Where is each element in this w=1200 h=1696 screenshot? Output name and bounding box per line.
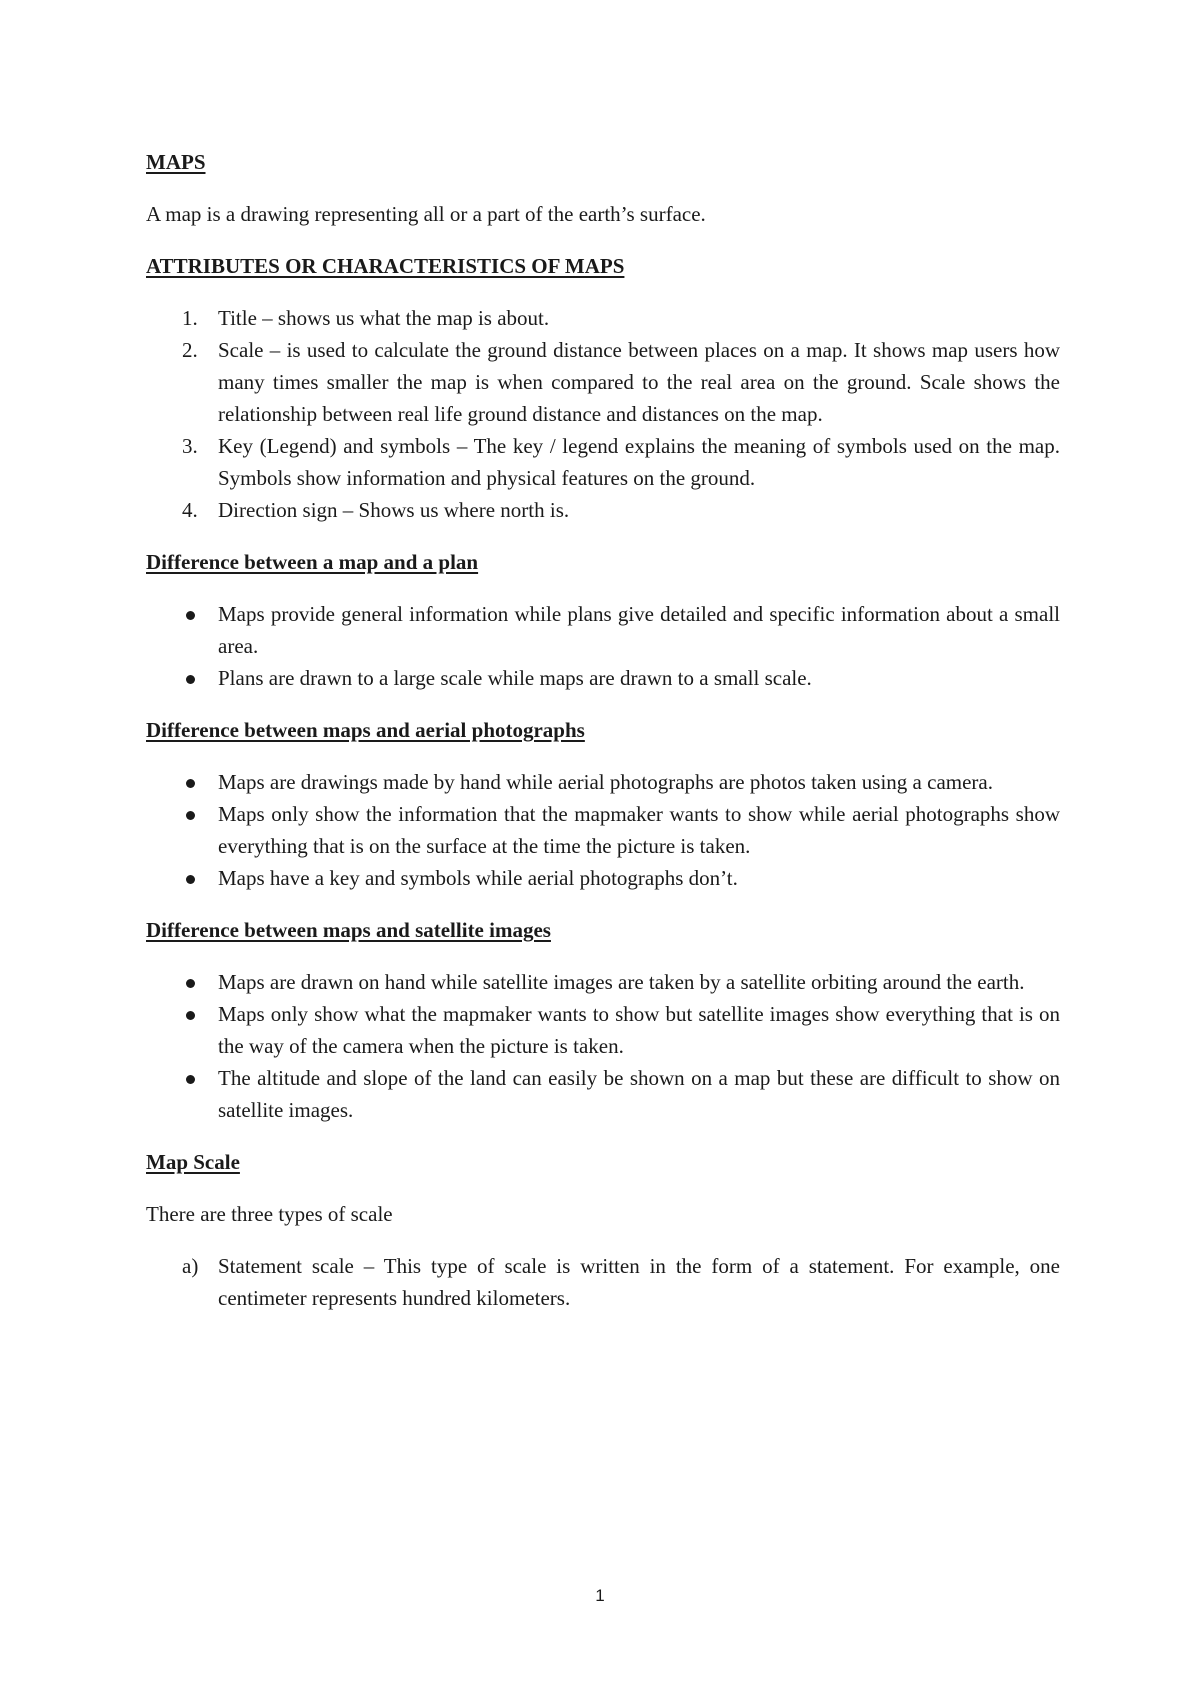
list-item [146, 302, 1060, 334]
list-item-text: Title – shows us what the map is about. [218, 306, 550, 330]
list-item [146, 1250, 1060, 1314]
map-scale-intro: There are three types of scale [146, 1202, 393, 1226]
list-item-text: Maps only show what the mapmaker wants to show but satellite images show everything that is on the way of the camera when the picture is taken. [218, 1002, 1060, 1058]
list-item-text: Direction sign – Shows us where north is. [218, 498, 570, 522]
list-item [146, 766, 1060, 798]
document-title: MAPS [146, 150, 206, 174]
list-number: 2. [182, 338, 198, 362]
bullet-icon [186, 675, 195, 684]
list-number: 4. [182, 498, 198, 522]
list-item [146, 798, 1060, 862]
list-item-text: Plans are drawn to a large scale while maps are drawn to a small scale. [218, 666, 812, 690]
list-item [146, 998, 1060, 1062]
list-number: 1. [182, 306, 198, 330]
bullet-icon [186, 875, 195, 884]
list-item [146, 598, 1060, 662]
list-letter: a) [182, 1254, 199, 1278]
bullet-icon [186, 779, 195, 788]
bullet-icon [186, 811, 195, 820]
intro-paragraph: A map is a drawing representing all or a part of the earth’s surface. [146, 202, 706, 226]
attributes-list [146, 302, 1060, 526]
list-item-text: Maps are drawings made by hand while aerial photographs are photos taken using a camera. [218, 770, 993, 794]
attributes-heading: ATTRIBUTES OR CHARACTERISTICS OF MAPS [146, 254, 625, 278]
map-vs-satellite-list [146, 966, 1060, 1126]
bullet-icon [186, 1075, 195, 1084]
list-item-text: Maps have a key and symbols while aerial photographs don’t. [218, 866, 738, 890]
list-item-text: The altitude and slope of the land can easily be shown on a map but these are difficult to show on satellite images. [218, 1066, 1060, 1122]
map-vs-plan-heading: Difference between a map and a plan [146, 550, 479, 574]
map-vs-aerial-list [146, 766, 1060, 894]
list-item [146, 862, 1060, 894]
map-vs-satellite-heading: Difference between maps and satellite images [146, 918, 551, 942]
list-item [146, 1062, 1060, 1126]
page-content [146, 146, 1060, 1334]
list-item-text: Key (Legend) and symbols – The key / legend explains the meaning of symbols used on the map. Symbols show information and physical features on the ground. [218, 434, 1060, 490]
map-vs-plan-list [146, 598, 1060, 694]
list-item-text: Maps provide general information while plans give detailed and specific information about a small area. [218, 602, 1060, 658]
map-vs-aerial-heading: Difference between maps and aerial photographs [146, 718, 585, 742]
list-item [146, 662, 1060, 694]
list-item-text: Maps are drawn on hand while satellite images are taken by a satellite orbiting around the earth. [218, 970, 1025, 994]
list-item-text: Maps only show the information that the mapmaker wants to show while aerial photographs show everything that is on the surface at the time the picture is taken. [218, 802, 1060, 858]
list-item-text: Scale – is used to calculate the ground distance between places on a map. It shows map users how many times smaller the map is when compared to the real area on the ground. Scale shows the relationship between real life ground distance and distances on the map. [218, 338, 1060, 426]
bullet-icon [186, 979, 195, 988]
list-item [146, 494, 1060, 526]
list-item [146, 430, 1060, 494]
bullet-icon [186, 1011, 195, 1020]
list-item [146, 966, 1060, 998]
page-number: 1 [595, 1586, 605, 1605]
map-scale-heading: Map Scale [146, 1150, 240, 1174]
map-scale-list [146, 1250, 1060, 1314]
bullet-icon [186, 611, 195, 620]
list-number: 3. [182, 434, 198, 458]
list-item [146, 334, 1060, 430]
list-item-text: Statement scale – This type of scale is written in the form of a statement. For example, one centimeter represents hundred kilometers. [218, 1254, 1060, 1310]
